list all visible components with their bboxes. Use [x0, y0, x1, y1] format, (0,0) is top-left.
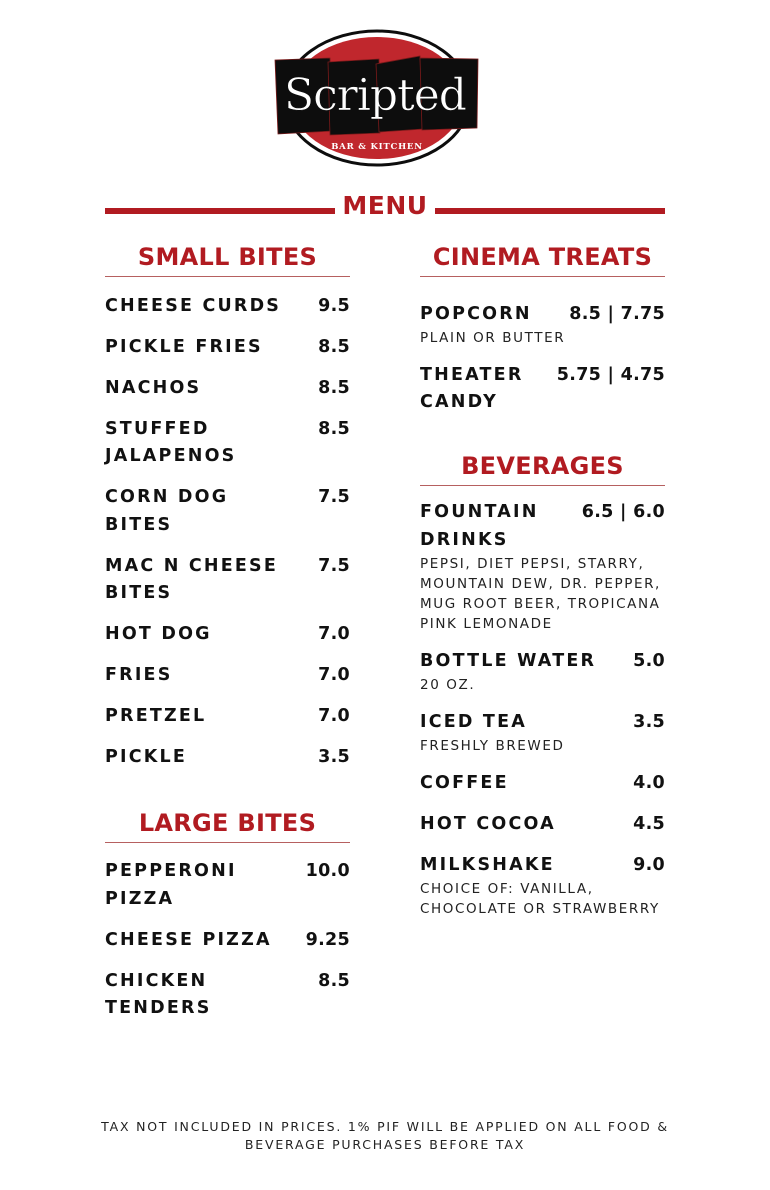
menu-item	[420, 648, 665, 696]
scripted-logo	[272, 28, 482, 168]
menu-item	[105, 553, 350, 608]
menu-item	[105, 375, 350, 403]
item-price: 7.5	[318, 487, 350, 507]
menu-item	[420, 499, 665, 634]
menu-item	[105, 858, 350, 913]
menu-item-row	[420, 811, 665, 839]
right-column	[420, 240, 665, 919]
menu-item	[105, 927, 350, 955]
logo-tagline: BAR & KITCHEN	[331, 142, 423, 152]
menu-item-row	[420, 648, 665, 676]
menu-item-row	[105, 621, 350, 649]
section-large-bites	[105, 806, 350, 1023]
footer-note	[100, 1118, 670, 1154]
item-name: CHICKEN TENDERS	[105, 970, 212, 1018]
menu-item-row	[420, 362, 665, 417]
item-price: 6.5 | 6.0	[581, 502, 665, 522]
item-name: STUFFED JALAPENOS	[105, 418, 237, 466]
menu-item-row	[105, 662, 350, 690]
small-bites-list	[105, 277, 350, 772]
item-name: PEPPERONI PIZZA	[105, 861, 237, 909]
item-price: 7.0	[318, 665, 350, 685]
menu-item	[420, 362, 665, 417]
item-name: NACHOS	[105, 377, 202, 398]
menu-item-row	[105, 968, 350, 1023]
menu-item	[420, 852, 665, 920]
item-price: 4.0	[633, 772, 665, 793]
menu-item	[105, 744, 350, 772]
section-title: SMALL BITES	[105, 240, 350, 277]
item-name: CORN DOG BITES	[105, 487, 229, 535]
logo-graphic	[272, 28, 482, 168]
menu-item-row	[105, 334, 350, 362]
menu-item	[420, 811, 665, 839]
menu-item-row	[105, 744, 350, 772]
item-name: PICKLE FRIES	[105, 336, 263, 357]
left-column	[105, 240, 350, 1023]
section-title: CINEMA TREATS	[420, 240, 665, 277]
item-price: 5.75 | 4.75	[556, 364, 665, 385]
item-name: CHEESE CURDS	[105, 295, 282, 316]
menu-item	[105, 334, 350, 362]
menu-title: MENU	[342, 191, 428, 220]
menu-item	[420, 709, 665, 757]
menu-item-row	[105, 553, 350, 608]
section-small-bites	[105, 240, 350, 772]
menu-item	[105, 621, 350, 649]
item-name: THEATER CANDY	[420, 364, 524, 412]
item-price: 7.0	[318, 624, 350, 644]
cinema-treats-list	[420, 277, 665, 417]
section-cinema-treats	[420, 240, 665, 417]
menu-item	[105, 484, 350, 539]
item-name: ICED TEA	[420, 711, 527, 732]
item-name: MILKSHAKE	[420, 854, 555, 875]
header-rule-right	[435, 208, 665, 214]
item-price: 9.25	[305, 929, 350, 950]
item-name: POPCORN	[420, 303, 532, 324]
item-price: 3.5	[318, 747, 350, 767]
menu-item	[105, 416, 350, 471]
item-price: 8.5	[318, 377, 350, 398]
item-price: 8.5	[318, 418, 350, 439]
item-description: PLAIN OR BUTTER	[420, 330, 566, 346]
menu-item	[105, 703, 350, 731]
section-title: BEVERAGES	[420, 449, 665, 486]
menu-item-row	[105, 703, 350, 731]
item-description: CHOICE OF: VANILLA, CHOCOLATE OR STRAWBERRY	[420, 881, 660, 917]
menu-item-row	[105, 484, 350, 539]
menu-item-row	[105, 927, 350, 955]
menu-item-row	[420, 852, 665, 880]
item-price: 7.0	[318, 706, 350, 726]
item-price: 8.5 | 7.75	[569, 303, 665, 324]
menu-item	[105, 662, 350, 690]
item-name: FRIES	[105, 665, 173, 685]
menu-item	[105, 293, 350, 321]
menu-item	[105, 968, 350, 1023]
menu-item	[420, 301, 665, 349]
beverages-list	[420, 499, 665, 919]
menu-item-row	[105, 858, 350, 913]
menu-item-row	[105, 416, 350, 471]
section-beverages	[420, 449, 665, 920]
item-price: 8.5	[318, 336, 350, 357]
item-name: PICKLE	[105, 747, 188, 767]
item-description: 20 OZ.	[420, 677, 476, 693]
logo-wordmark: Scripted	[284, 70, 466, 121]
menu-item-row	[420, 499, 665, 554]
item-description: PEPSI, DIET PEPSI, STARRY, MOUNTAIN DEW, DR. PEPPER, MUG ROOT BEER, TROPICANA PINK LEMONADE	[420, 556, 661, 632]
menu-item-row	[105, 375, 350, 403]
menu-item-row	[420, 301, 665, 329]
footer-line-1: TAX NOT INCLUDED IN PRICES. 1% PIF WILL BE APPLIED ON ALL FOOD &	[101, 1119, 669, 1134]
item-price: 10.0	[305, 861, 350, 881]
item-price: 9.5	[318, 295, 350, 316]
item-name: HOT DOG	[105, 624, 212, 644]
section-title: LARGE BITES	[105, 806, 350, 843]
menu-header	[105, 192, 665, 222]
item-name: FOUNTAIN DRINKS	[420, 502, 539, 550]
item-name: HOT COCOA	[420, 813, 556, 834]
item-price: 5.0	[633, 650, 665, 671]
menu-item-row	[105, 293, 350, 321]
menu-item-row	[420, 770, 665, 798]
item-name: MAC N CHEESE BITES	[105, 555, 278, 603]
menu-item	[420, 770, 665, 798]
item-name: PRETZEL	[105, 706, 207, 726]
item-price: 3.5	[633, 711, 665, 732]
item-price: 9.0	[633, 854, 665, 875]
large-bites-list	[105, 843, 350, 1023]
item-description: FRESHLY BREWED	[420, 738, 565, 754]
item-name: BOTTLE WATER	[420, 650, 597, 671]
item-price: 7.5	[318, 555, 350, 576]
footer-line-2: BEVERAGE PURCHASES BEFORE TAX	[244, 1137, 526, 1152]
item-price: 8.5	[318, 970, 350, 991]
item-price: 4.5	[633, 813, 665, 834]
item-name: COFFEE	[420, 772, 509, 793]
item-name: CHEESE PIZZA	[105, 929, 272, 950]
menu-item-row	[420, 709, 665, 737]
